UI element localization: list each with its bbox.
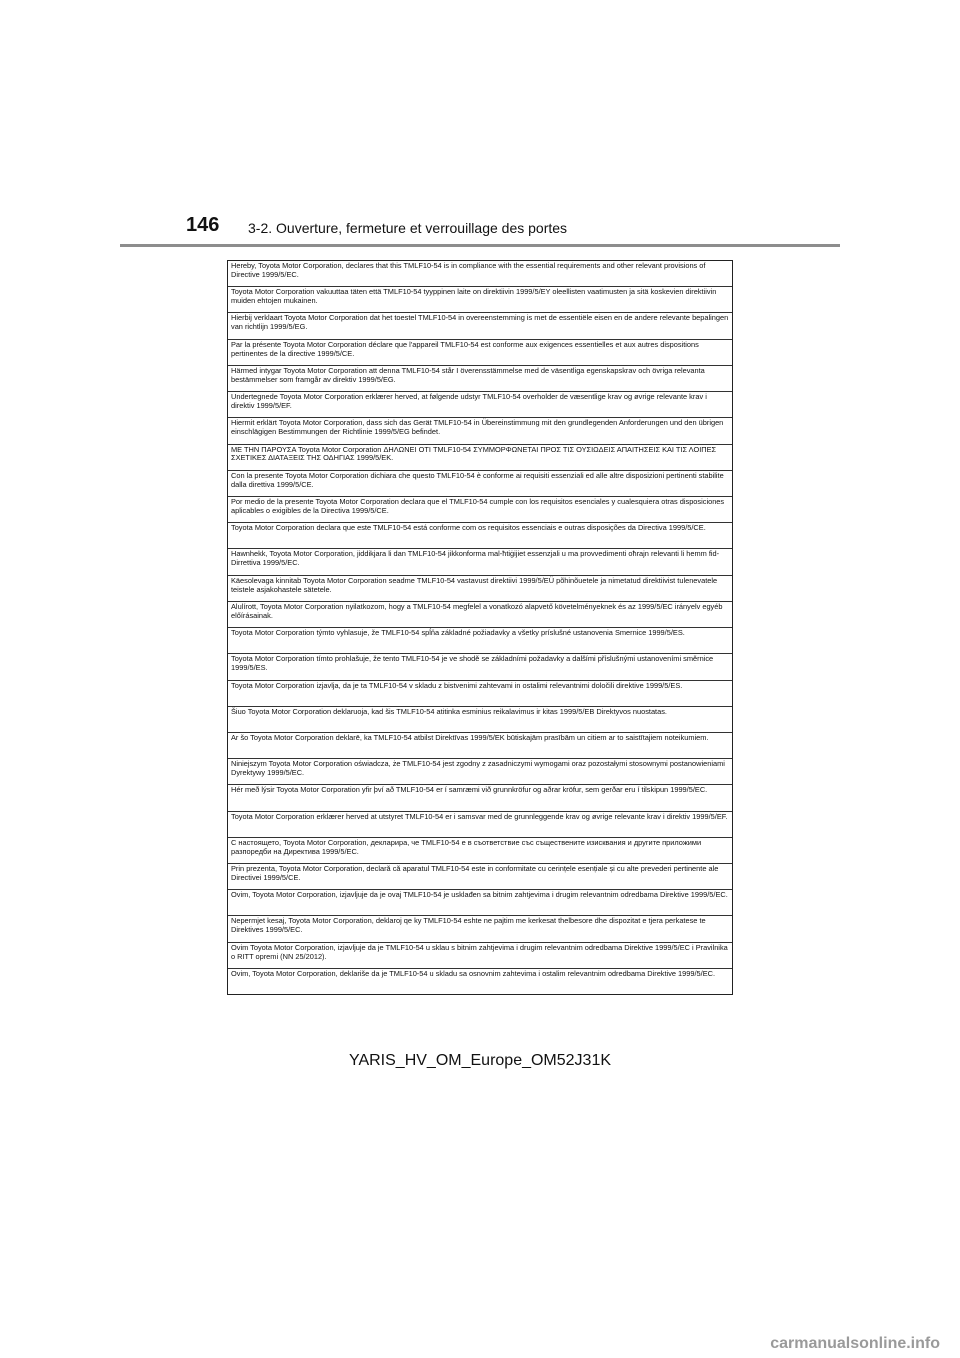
declaration-row: Hér með lýsir Toyota Motor Corporation yfir því að TMLF10-54 er í samræmi við grunnkröfur og aðrar kröfur, sem gerðar eru í tilskipun 1999/5/EC. bbox=[228, 785, 732, 811]
section-title: 3-2. Ouverture, fermeture et verrouillage des portes bbox=[248, 220, 568, 236]
declaration-row: Toyota Motor Corporation declara que este TMLF10-54 está conforme com os requisitos essenciais e outras disposições da Directiva 1999/5/CE. bbox=[228, 523, 732, 549]
declaration-row: Ovim, Toyota Motor Corporation, izjavljuje da je ovaj TMLF10-54 je usklađen sa bitnim zahtjevima i drugim relevantnim odredbama Direktive 1999/5/EC. bbox=[228, 890, 732, 916]
declaration-row: Con la presente Toyota Motor Corporation dichiara che questo TMLF10-54 è conforme ai requisiti essenziali ed alle altre disposizioni pertinenti stabilite dalla direttiva 1999/5/CE. bbox=[228, 471, 732, 497]
declaration-row: Niniejszym Toyota Motor Corporation oświadcza, że TMLF10-54 jest zgodny z zasadniczymi wymogami oraz pozostałymi stosownymi postanowieniami Dyrektywy 1999/5/EC. bbox=[228, 759, 732, 785]
declaration-row: Undertegnede Toyota Motor Corporation erklærer herved, at følgende udstyr TMLF10-54 overholder de væsentlige krav og øvrige relevante krav i direktiv 1999/5/EF. bbox=[228, 392, 732, 418]
declaration-row: Nepermjet kesaj, Toyota Motor Corporation, deklaroj qe ky TMLF10-54 eshte ne pajtim me kerkesat thelbesore dhe dispozitat e tjera perkatese te Direktives 1999/5/EC. bbox=[228, 916, 732, 942]
declaration-row: Par la présente Toyota Motor Corporation déclare que l'appareil TMLF10-54 est conforme aux exigences essentielles et aux autres dispositions pertinentes de la directive 1999/5/CE. bbox=[228, 340, 732, 366]
declaration-row: Por medio de la presente Toyota Motor Corporation declara que el TMLF10-54 cumple con los requisitos esenciales y cualesquiera otras disposiciones aplicables o exigibles de la Directiva 1999/5/CE. bbox=[228, 497, 732, 523]
page-number: 146 bbox=[186, 214, 220, 236]
declaration-row: Toyota Motor Corporation izjavlja, da je ta TMLF10-54 v skladu z bistvenimi zahtevami in ostalimi relevantnimi določili direktive 1999/5/ES. bbox=[228, 681, 732, 707]
declaration-row: Hierbij verklaart Toyota Motor Corporation dat het toestel TMLF10-54 in overeenstemming is met de essentiële eisen en de andere relevante bepalingen van richtlijn 1999/5/EG. bbox=[228, 313, 732, 339]
document-id: YARIS_HV_OM_Europe_OM52J31K bbox=[348, 1052, 612, 1069]
declaration-row: Alulírott, Toyota Motor Corporation nyilatkozom, hogy a TMLF10-54 megfelel a vonatkozó alapvető követelményeknek és az 1999/5/EC irányelv egyéb előírásainak. bbox=[228, 602, 732, 628]
declaration-row: Ar šo Toyota Motor Corporation deklarē, ka TMLF10-54 atbilst Direktīvas 1999/5/EK būtiskajām prasībām un citiem ar to saistītajiem noteikumiem. bbox=[228, 733, 732, 759]
declaration-row: Härmed intygar Toyota Motor Corporation att denna TMLF10-54 står I överensstämmelse med de väsentliga egenskapskrav och övriga relevanta bestämmelser som framgår av direktiv 1999/5/EG. bbox=[228, 366, 732, 392]
declaration-row: Hereby, Toyota Motor Corporation, declares that this TMLF10-54 is in compliance with the essential requirements and other relevant provisions of Directive 1999/5/EC. bbox=[228, 261, 732, 287]
declaration-row: ΜΕ ΤΗΝ ΠΑΡΟΥΣΑ Toyota Motor Corporation ΔΗΛΩΝΕΙ ΟΤΙ TMLF10-54 ΣΥΜΜΟΡΦΩΝΕΤΑΙ ΠΡΟΣ ΤΙΣ ΟΥΣΙΩΔΕΙΣ ΑΠΑΙΤΗΣΕΙΣ ΚΑΙ ΤΙΣ ΛΟΙΠΕΣ ΣΧΕΤΙΚΕΣ ΔΙΑΤΑΞΕΙΣ ΤΗΣ ΟΔΗΓΙΑΣ 1999/5/ΕΚ. bbox=[228, 445, 732, 471]
declaration-row: Toyota Motor Corporation vakuuttaa täten että TMLF10-54 tyyppinen laite on direktiivin 1999/5/EY oleellisten vaatimusten ja sitä koskevien direktiivin muiden ehtojen mukainen. bbox=[228, 287, 732, 313]
declaration-row: Käesolevaga kinnitab Toyota Motor Corporation seadme TMLF10-54 vastavust direktiivi 1999/5/EÜ põhinõuetele ja nimetatud direktiivist tulenevatele teistele asjakohastele sätetele. bbox=[228, 576, 732, 602]
declaration-row: Ovim Toyota Motor Corporation, izjavljuje da je TMLF10-54 u sklau s bitnim zahtjevima i drugim relevantnim odredbama Direktive 1999/5/EC i Pravilnika o RITT opremi (NN 25/2012). bbox=[228, 943, 732, 969]
watermark[interactable]: carmanualsonline.info bbox=[770, 1335, 940, 1352]
declaration-row: Toyota Motor Corporation erklærer herved at utstyret TMLF10-54 er i samsvar med de grunnleggende krav og øvrige relevante krav i direktiv 1999/5/EF. bbox=[228, 812, 732, 838]
header-rule bbox=[120, 244, 840, 247]
declaration-row: Hawnhekk, Toyota Motor Corporation, jiddikjara li dan TMLF10-54 jikkonforma mal-ħtiġijiet essenzjali u ma provvedimenti oħrajn relevanti li hemm fid-Dirrettiva 1999/5/EC. bbox=[228, 549, 732, 575]
declaration-row: С настоящето, Toyota Motor Corporation, декларира, че TMLF10-54 е в съответствие със съществените изисквания и другите приложими разпоредби на Директива 1999/5/ЕС. bbox=[228, 838, 732, 864]
declaration-row: Toyota Motor Corporation týmto vyhlasuje, že TMLF10-54 spĺňa základné požiadavky a všetky príslušné ustanovenia Smernice 1999/5/ES. bbox=[228, 628, 732, 654]
declaration-table bbox=[227, 260, 733, 995]
declaration-row: Toyota Motor Corporation tímto prohlašuje, že tento TMLF10-54 je ve shodě se základními požadavky a dalšími příslušnými ustanoveními směrnice 1999/5/ES. bbox=[228, 654, 732, 680]
declaration-row: Ovim, Toyota Motor Corporation, deklariše da je TMLF10-54 u skladu sa osnovnim zahtevima i ostalim relevantnim odredbama Direktive 1999/5/EC. bbox=[231, 968, 716, 978]
declaration-row: Prin prezenta, Toyota Motor Corporation, declară că aparatul TMLF10-54 este in conformitate cu cerințele esențiale și cu alte prevederi pertinente ale Directivei 1999/5/CE. bbox=[228, 864, 732, 890]
declaration-row: Šiuo Toyota Motor Corporation deklaruoja, kad šis TMLF10-54 atitinka esminius reikalavimus ir kitas 1999/5/EB Direktyvos nuostatas. bbox=[228, 707, 732, 733]
declaration-row: Hiermit erklärt Toyota Motor Corporation, dass sich das Gerät TMLF10-54 in Übereinstimmung mit den grundlegenden Anforderungen und den übrigen einschlägigen Bestimmungen der Richtlinie 1999/5/EG befindet. bbox=[228, 418, 732, 444]
